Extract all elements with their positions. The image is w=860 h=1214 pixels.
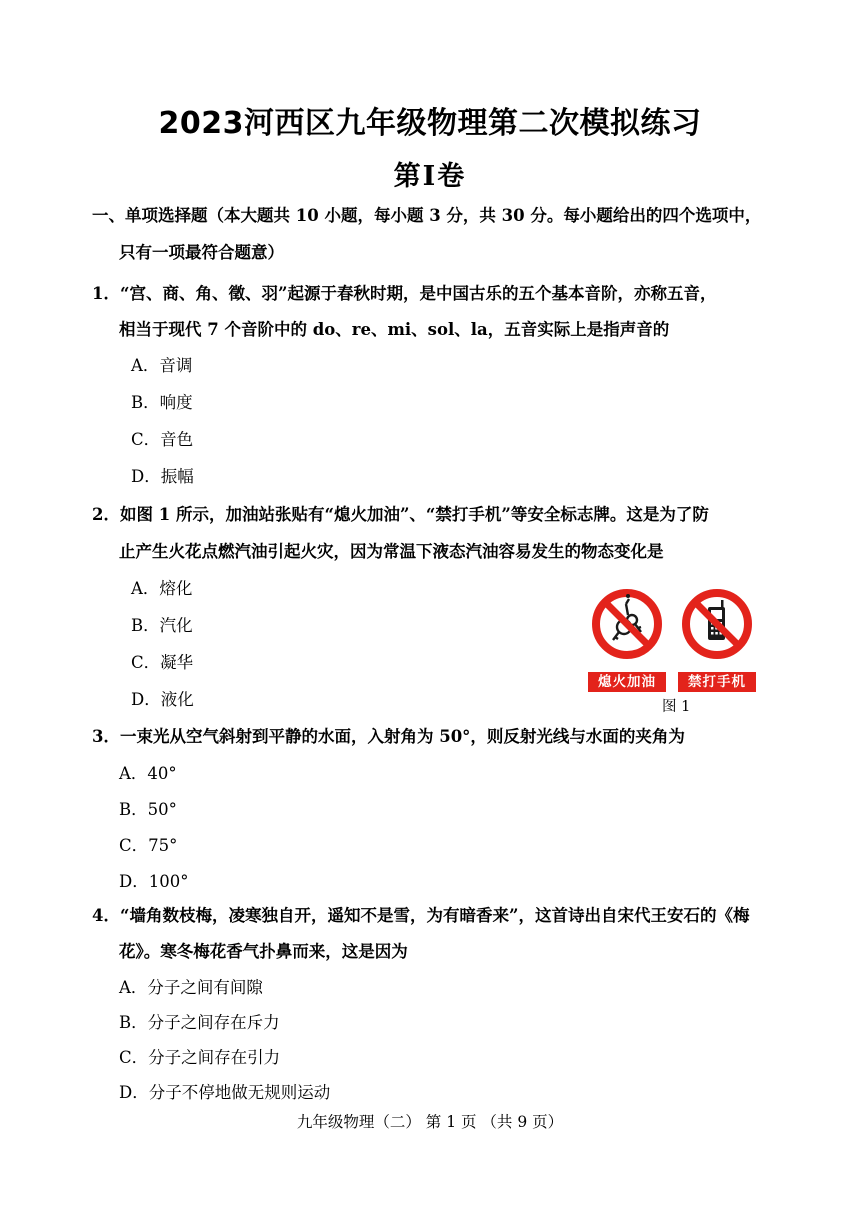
question-2-line2: 止产生火花点燃汽油引起火灾，因为常温下液态汽油容易发生的物态变化是	[119, 542, 664, 561]
question-4-option-d: D．分子不停地做无规则运动	[119, 1083, 331, 1102]
section-heading-line2: 只有一项最符合题意）	[119, 243, 284, 262]
question-3-option-c: C．75°	[119, 836, 178, 855]
question-3-option-b: B．50°	[119, 800, 177, 819]
no-fire-refuel-sign	[588, 582, 666, 692]
question-4-option-a: A．分子之间有间隙	[119, 978, 263, 997]
section-heading-line1: 一、单项选择题（本大题共 10 小题，每小题 3 分，共 30 分。每小题给出的四个选项中，	[92, 206, 762, 225]
no-flame-icon	[588, 582, 666, 670]
question-1-option-d: D．振幅	[131, 467, 194, 486]
sign-label-no-phone: 禁打手机	[678, 672, 756, 692]
question-4-option-b: B．分子之间存在斥力	[119, 1013, 280, 1032]
question-3-line1: 3．一束光从空气斜射到平静的水面，入射角为 50°，则反射光线与水面的夹角为	[92, 727, 685, 746]
question-1-option-c: C．音色	[131, 430, 194, 449]
question-2-option-b: B．汽化	[131, 616, 193, 635]
question-1-option-a: A．音调	[131, 356, 193, 375]
question-1-line1: 1．“宫、商、角、徵、羽”起源于春秋时期，是中国古乐的五个基本音阶，亦称五音，	[92, 284, 717, 303]
question-2-option-c: C．凝华	[131, 653, 194, 672]
no-phone-icon	[678, 582, 756, 670]
question-3-option-d: D．100°	[119, 872, 189, 891]
page-title: 2023河西区九年级物理第二次模拟练习	[158, 106, 702, 141]
question-2-option-d: D．液化	[131, 690, 194, 709]
sign-label-no-fire: 熄火加油	[588, 672, 666, 692]
page-footer: 九年级物理（二） 第 1 页 （共 9 页）	[296, 1113, 564, 1131]
question-4-option-c: C．分子之间存在引力	[119, 1048, 281, 1067]
question-3-option-a: A．40°	[119, 764, 177, 783]
section-subtitle: 第Ⅰ卷	[393, 161, 467, 192]
question-4-line1: 4．“墙角数枝梅，凌寒独自开，遥知不是雪，为有暗香来”，这首诗出自宋代王安石的《梅	[92, 906, 750, 925]
question-2-option-a: A．熔化	[131, 579, 193, 598]
question-4-line2: 花》。寒冬梅花香气扑鼻而来，这是因为	[119, 942, 408, 961]
no-phone-sign	[678, 582, 756, 692]
question-1-line2: 相当于现代 7 个音阶中的 do、re、mi、sol、la，五音实际上是指声音的	[119, 320, 670, 339]
question-1-option-b: B．响度	[131, 393, 193, 412]
figure-1-caption: 图 1	[662, 699, 691, 715]
question-2-line1: 2．如图 1 所示，加油站张贴有“熄火加油”、“禁打手机”等安全标志牌。这是为了防	[92, 505, 709, 524]
figure-1-safety-signs	[588, 582, 758, 694]
